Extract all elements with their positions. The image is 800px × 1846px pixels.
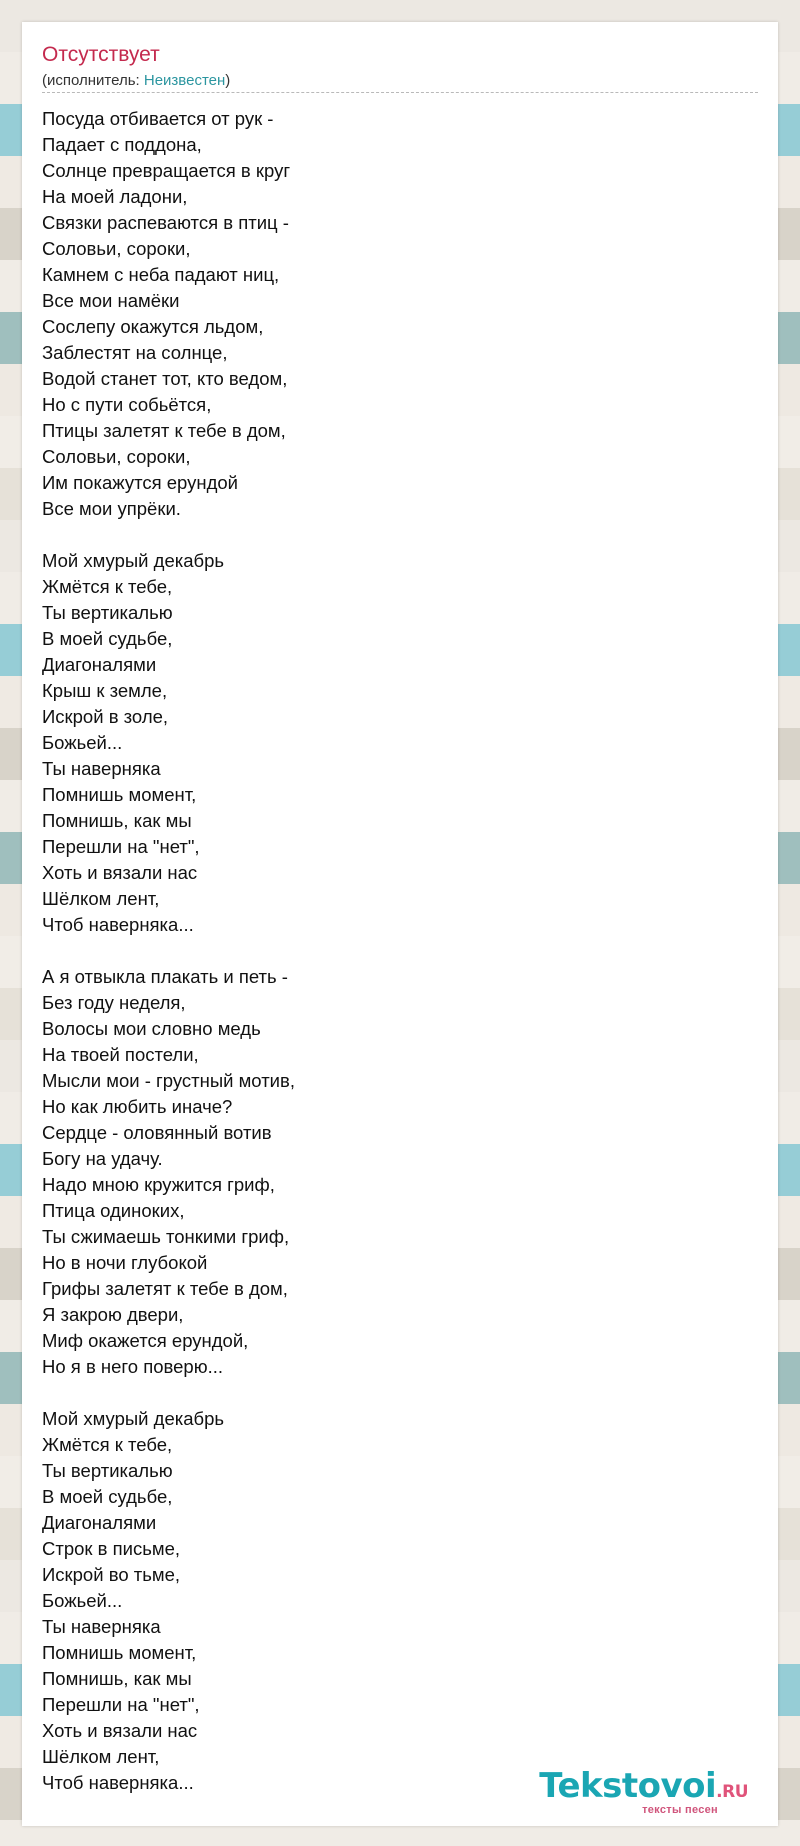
- logo-name: Tekstovoi: [539, 1766, 717, 1806]
- lyric-line: Все мои намёки: [42, 290, 180, 311]
- lyric-line: На моей ладони,: [42, 186, 188, 207]
- lyric-line: Мысли мои - грустный мотив,: [42, 1070, 295, 1091]
- lyric-line: Хоть и вязали нас: [42, 862, 198, 883]
- lyric-line: Ты наверняка: [42, 1616, 161, 1637]
- lyric-line: Миф окажется ерундой,: [42, 1330, 249, 1351]
- lyric-line: Соловьи, сороки,: [42, 238, 191, 259]
- lyric-line: Божьей...: [42, 732, 123, 753]
- lyrics-text: [42, 106, 758, 1796]
- lyric-line: Все мои упрёки.: [42, 498, 181, 519]
- lyric-line: Диагоналями: [42, 1512, 157, 1533]
- lyric-line: В моей судьбе,: [42, 628, 173, 649]
- logo-tagline: тексты песен: [642, 1804, 718, 1816]
- lyric-line: Водой станет тот, кто ведом,: [42, 368, 288, 389]
- lyric-line: Хоть и вязали нас: [42, 1720, 198, 1741]
- lyric-line: Крыш к земле,: [42, 680, 168, 701]
- lyric-line: А я отвыкла плакать и петь -: [42, 966, 288, 987]
- lyric-line: Птицы залетят к тебе в дом,: [42, 420, 286, 441]
- lyric-line: Птица одиноких,: [42, 1200, 185, 1221]
- lyric-line: Мой хмурый декабрь: [42, 550, 225, 571]
- site-logo[interactable]: [539, 1766, 748, 1822]
- lyric-line: Соловьи, сороки,: [42, 446, 191, 467]
- title-divider: [42, 92, 758, 93]
- artist-line: [42, 72, 230, 90]
- lyric-line: Божьей...: [42, 1590, 123, 1611]
- lyric-line: Им покажутся ерундой: [42, 472, 239, 493]
- lyric-line: Сердце - оловянный вотив: [42, 1122, 272, 1143]
- lyric-line: Заблестят на солнце,: [42, 342, 228, 363]
- lyric-line: Перешли на "нет",: [42, 836, 200, 857]
- stanza-break: [42, 938, 758, 964]
- lyric-line: Помнишь момент,: [42, 1642, 197, 1663]
- lyric-line: Но в ночи глубокой: [42, 1252, 208, 1273]
- lyric-line: Солнце превращается в круг: [42, 160, 291, 181]
- lyric-line: Но как любить иначе?: [42, 1096, 233, 1117]
- artist-prefix: (исполнитель:: [42, 72, 144, 89]
- lyric-line: Надо мною кружится гриф,: [42, 1174, 275, 1195]
- lyric-line: Я закрою двери,: [42, 1304, 184, 1325]
- lyric-line: Грифы залетят к тебе в дом,: [42, 1278, 288, 1299]
- lyric-line: Связки распеваются в птиц -: [42, 212, 289, 233]
- lyric-line: Жмётся к тебе,: [42, 1434, 173, 1455]
- lyric-line: Искрой в золе,: [42, 706, 169, 727]
- lyric-line: Ты наверняка: [42, 758, 161, 779]
- lyric-line: Искрой во тьме,: [42, 1564, 181, 1585]
- lyrics-card: [22, 22, 778, 1826]
- lyric-line: Мой хмурый декабрь: [42, 1408, 225, 1429]
- lyric-line: Волосы мои словно медь: [42, 1018, 261, 1039]
- lyric-line: Сослепу окажутся льдом,: [42, 316, 264, 337]
- lyric-line: Посуда отбивается от рук -: [42, 108, 274, 129]
- lyric-line: Но я в него поверю...: [42, 1356, 223, 1377]
- lyric-line: Падает с поддона,: [42, 134, 202, 155]
- lyric-line: Шёлком лент,: [42, 888, 160, 909]
- artist-link[interactable]: Неизвестен: [143, 72, 226, 89]
- lyric-line: Диагоналями: [42, 654, 157, 675]
- lyric-line: Ты вертикалью: [42, 1460, 173, 1481]
- stanza-break: [42, 522, 758, 548]
- lyric-line: Строк в письме,: [42, 1538, 181, 1559]
- lyric-line: Перешли на "нет",: [42, 1694, 200, 1715]
- lyric-line: Богу на удачу.: [42, 1148, 163, 1169]
- lyric-line: Чтоб наверняка...: [42, 914, 194, 935]
- lyric-line: На твоей постели,: [42, 1044, 199, 1065]
- logo-domain: .RU: [716, 1782, 748, 1802]
- lyric-line: Жмётся к тебе,: [42, 576, 173, 597]
- lyric-line: Помнишь, как мы: [42, 810, 192, 831]
- lyric-line: В моей судьбе,: [42, 1486, 173, 1507]
- lyric-line: Шёлком лент,: [42, 1746, 160, 1767]
- song-title: Отсутствует: [42, 43, 160, 66]
- lyric-line: Помнишь момент,: [42, 784, 197, 805]
- stanza-break: [42, 1380, 758, 1406]
- lyric-line: Помнишь, как мы: [42, 1668, 192, 1689]
- lyric-line: Без году неделя,: [42, 992, 186, 1013]
- artist-suffix: ): [225, 72, 231, 89]
- lyric-line: Ты сжимаешь тонкими гриф,: [42, 1226, 290, 1247]
- lyric-line: Чтоб наверняка...: [42, 1772, 194, 1793]
- lyric-line: Камнем с неба падают ниц,: [42, 264, 280, 285]
- lyric-line: Ты вертикалью: [42, 602, 173, 623]
- lyric-line: Но с пути собьётся,: [42, 394, 212, 415]
